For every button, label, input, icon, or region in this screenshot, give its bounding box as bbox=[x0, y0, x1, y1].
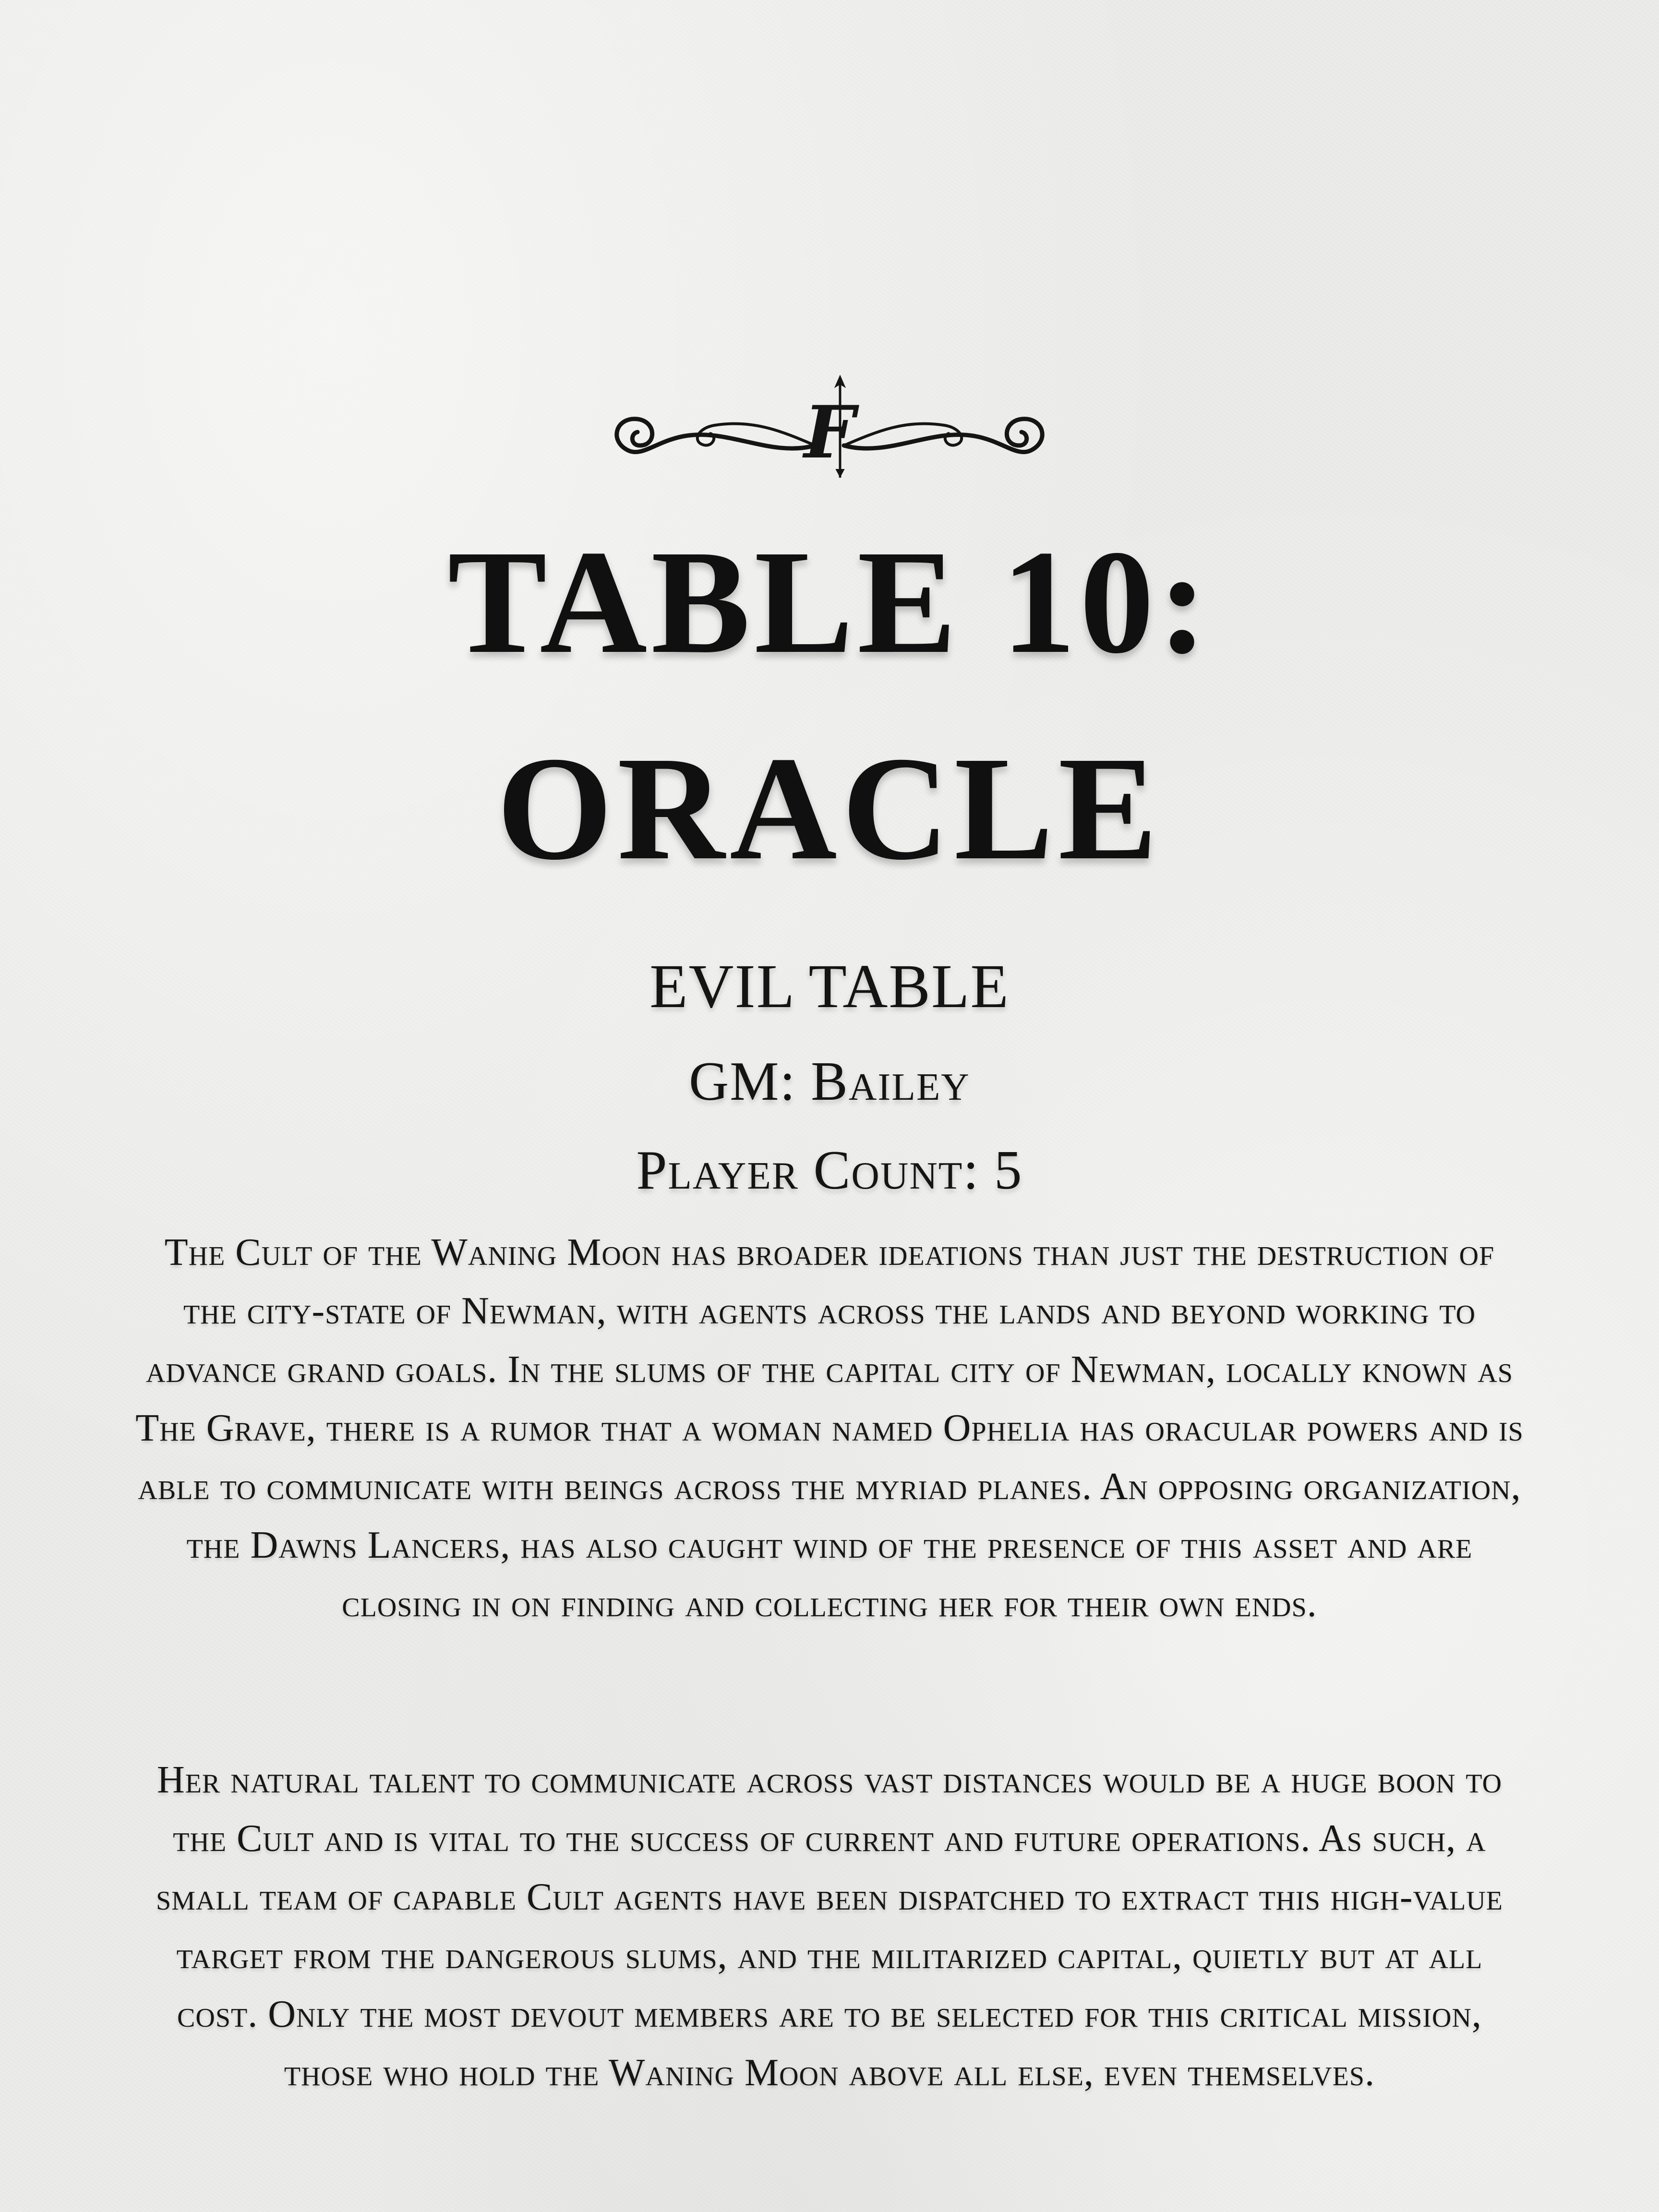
gm-name: GM: Bailey bbox=[689, 1051, 970, 1112]
flourish-monogram-icon bbox=[589, 373, 1070, 484]
svg-text:F: F bbox=[804, 390, 855, 475]
player-count: Player Count: 5 bbox=[636, 1140, 1023, 1201]
description-paragraph: The Cult of the Waning Moon has broader ideations than just the destruction of the city-state of Newman, with agents across the lands and beyond working to advance grand goals. In the slums of the capital city of Newman, locally known as The Grave, there is a rumor that a woman named Ophelia has oracular powers and is able to communicate with beings across the myriad planes. An opposing organization, the Dawns Lancers, has also caught wind of the presence of this asset and are closing in on finding and collecting her for their own ends. bbox=[135, 1231, 1524, 1625]
table-category: EVIL TABLE bbox=[649, 952, 1010, 1021]
page-title-line-1: TABLE 10: bbox=[447, 520, 1212, 685]
page-title-line-2: ORACLE bbox=[496, 726, 1163, 891]
description-paragraph: Her natural talent to communicate across vast distances would be a huge boon to the Cult and is vital to the success of current and future operations. As such, a small team of capable Cult agents have been dispatched to extract this high-value target from the dangerous slums, and the militarized capital, quietly but at all cost. Only the most devout members are to be selected for this critical mission, those who hold the Waning Moon above all else, even themselves. bbox=[156, 1759, 1503, 2094]
